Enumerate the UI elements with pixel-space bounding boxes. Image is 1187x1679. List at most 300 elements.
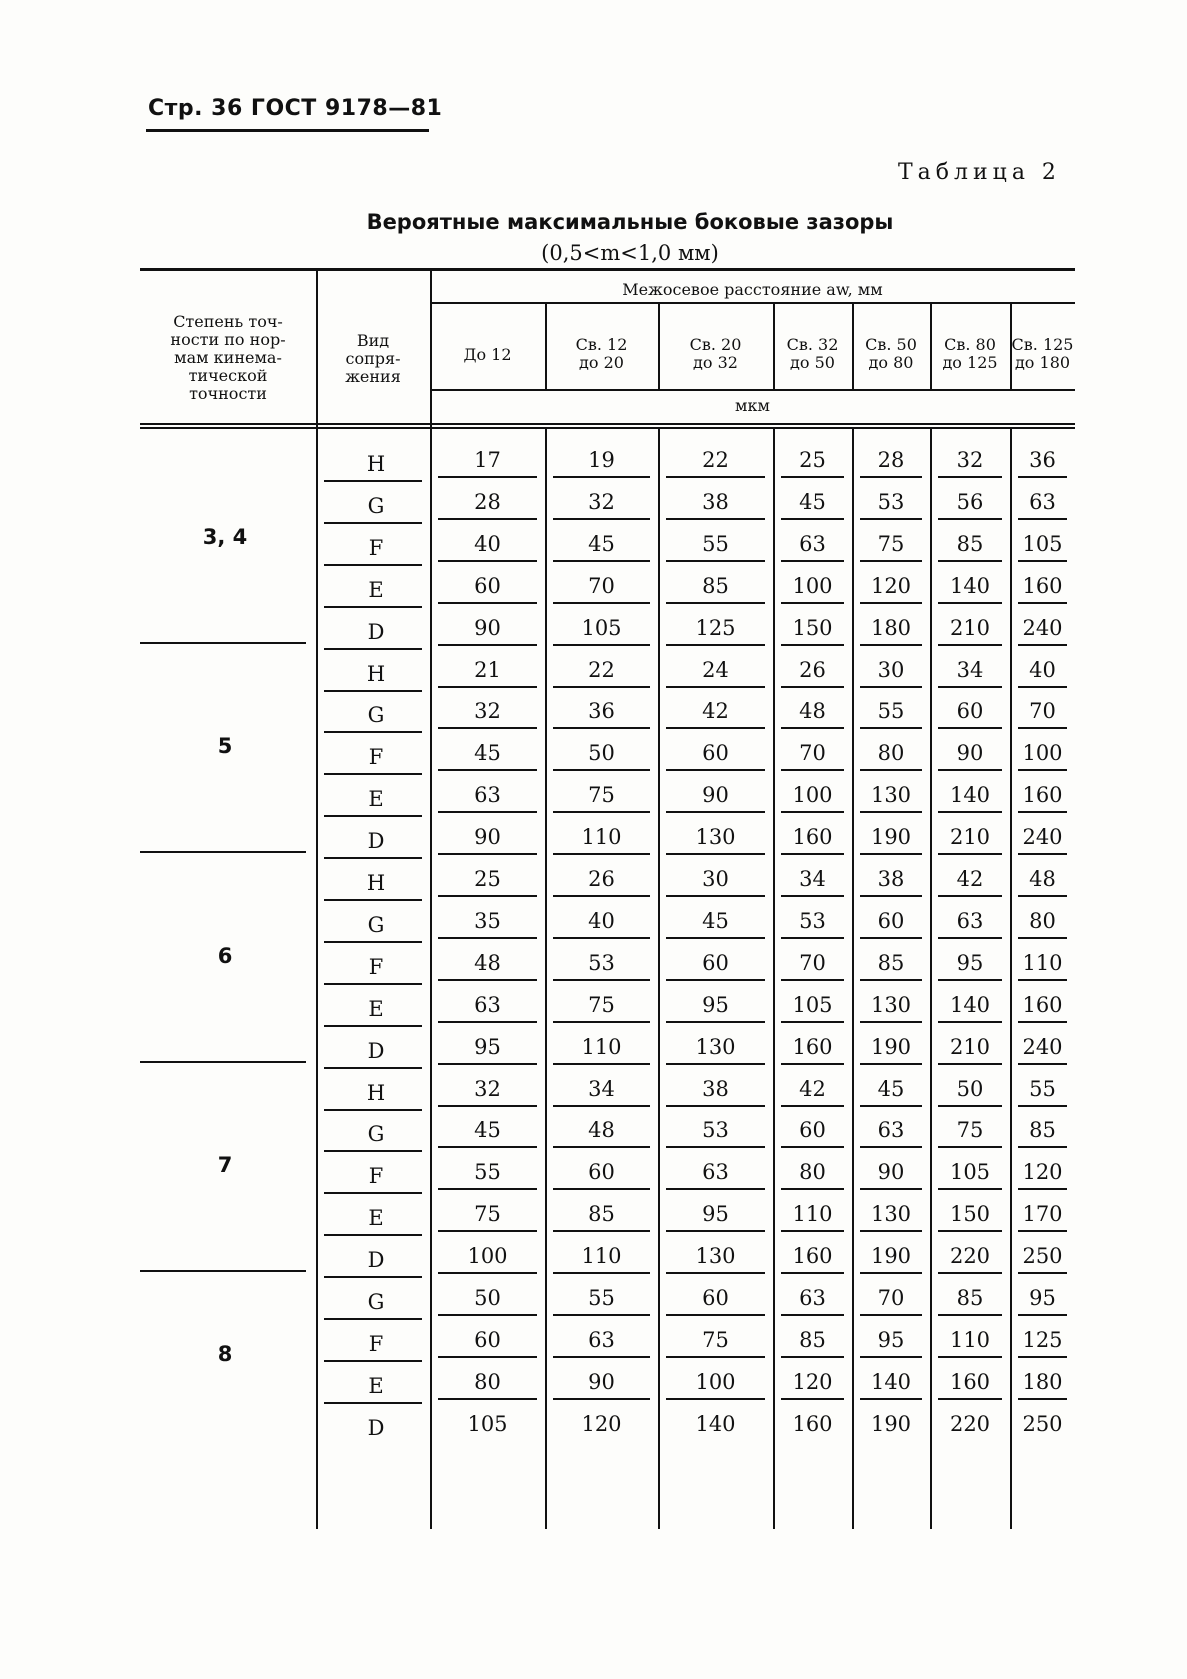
grade-header-line: ности по нор-: [170, 330, 286, 349]
value-underline: [1018, 1188, 1067, 1190]
accuracy-grade: 5: [217, 734, 233, 759]
value-cell: 95: [1029, 1286, 1056, 1310]
accuracy-grade: 7: [217, 1153, 233, 1178]
value-underline: [438, 1188, 537, 1190]
value-cell: 25: [799, 448, 826, 472]
value-underline: [1018, 1314, 1067, 1316]
mate-type: F: [368, 954, 384, 979]
value-cell: 53: [702, 1118, 729, 1143]
value-underline: [438, 518, 537, 520]
value-underline: [666, 1063, 765, 1065]
value-underline: [1018, 895, 1067, 897]
mate-header-line: сопря-: [345, 349, 401, 368]
value-cell: 190: [870, 1244, 912, 1269]
grade-separator: [140, 851, 306, 853]
value-underline: [938, 1146, 1002, 1148]
value-cell: 50: [956, 1076, 984, 1101]
value-underline: [938, 1272, 1002, 1274]
row-underline: [324, 1109, 422, 1111]
row-underline: [324, 899, 422, 901]
value-underline: [1018, 1146, 1067, 1148]
value-cell: 160: [792, 1034, 833, 1059]
table-title: Вероятные максимальные боковые зазоры: [366, 210, 894, 234]
value-cell: 22: [588, 657, 615, 682]
value-underline: [666, 1314, 765, 1316]
accuracy-grade: 6: [217, 943, 233, 968]
distance-column-header: до 32: [693, 353, 738, 372]
mate-header-line: жения: [345, 367, 401, 386]
table-top-rule: [140, 268, 1075, 271]
value-underline: [781, 1356, 844, 1358]
value-cell: 105: [467, 1411, 508, 1436]
value-cell: 28: [877, 448, 905, 472]
value-underline: [553, 1398, 650, 1400]
row-underline: [324, 1234, 422, 1236]
value-underline: [438, 1063, 537, 1065]
value-cell: 55: [474, 1160, 501, 1185]
value-cell: 60: [702, 1286, 729, 1310]
value-underline: [666, 1021, 765, 1023]
value-underline: [860, 937, 922, 939]
value-underline: [438, 1398, 537, 1400]
value-cell: 45: [474, 1118, 501, 1143]
value-underline: [1018, 1230, 1067, 1232]
value-underline: [781, 895, 844, 897]
value-cell: 90: [877, 1160, 905, 1185]
value-cell: 60: [588, 1160, 615, 1185]
value-cell: 55: [702, 531, 729, 556]
value-underline: [438, 1021, 537, 1023]
value-underline: [938, 727, 1002, 729]
value-underline: [860, 895, 922, 897]
value-underline: [1018, 979, 1067, 981]
mate-type: D: [367, 829, 385, 854]
value-cell: 63: [588, 1327, 615, 1352]
distance-column-header: до 125: [942, 353, 998, 372]
value-cell: 45: [799, 489, 826, 514]
row-underline: [324, 522, 422, 524]
value-cell: 60: [799, 1118, 826, 1143]
value-cell: 34: [588, 1076, 615, 1101]
value-cell: 38: [702, 489, 729, 514]
value-underline: [666, 895, 765, 897]
grade-header-line: точности: [189, 384, 267, 403]
mate-type: E: [368, 1373, 384, 1398]
value-cell: 50: [474, 1286, 501, 1310]
value-cell: 100: [792, 783, 833, 808]
distance-column-header: Св. 12: [575, 335, 628, 354]
mate-type: E: [368, 996, 384, 1021]
value-underline: [781, 1105, 844, 1107]
value-underline: [781, 1398, 844, 1400]
distance-column-header: до 20: [579, 353, 624, 372]
value-underline: [938, 1398, 1002, 1400]
value-underline: [1018, 1105, 1067, 1107]
value-cell: 130: [870, 1202, 912, 1227]
value-cell: 60: [956, 699, 984, 724]
value-cell: 140: [949, 992, 991, 1017]
value-cell: 42: [799, 1076, 826, 1101]
value-underline: [438, 1272, 537, 1274]
value-underline: [438, 1105, 537, 1107]
value-cell: 240: [1022, 825, 1063, 850]
value-cell: 90: [474, 615, 501, 640]
value-underline: [938, 937, 1002, 939]
value-underline: [1018, 518, 1067, 520]
value-cell: 21: [474, 657, 501, 682]
vline-body-4: [658, 428, 660, 1529]
value-underline: [938, 1356, 1002, 1358]
value-cell: 70: [799, 950, 826, 975]
value-cell: 60: [702, 950, 729, 975]
value-underline: [781, 853, 844, 855]
value-cell: 85: [799, 1327, 826, 1352]
value-cell: 70: [1029, 699, 1056, 724]
value-underline: [938, 1063, 1002, 1065]
grade-separator: [140, 642, 306, 644]
value-underline: [1018, 1021, 1067, 1023]
value-underline: [666, 686, 765, 688]
value-underline: [438, 895, 537, 897]
value-underline: [938, 979, 1002, 981]
distance-column-header: Св. 50: [865, 335, 917, 354]
value-underline: [666, 1272, 765, 1274]
value-underline: [553, 853, 650, 855]
value-cell: 56: [956, 489, 984, 514]
row-underline: [324, 648, 422, 650]
value-cell: 140: [949, 783, 991, 808]
value-underline: [438, 1314, 537, 1316]
value-cell: 90: [588, 1369, 615, 1394]
value-cell: 75: [877, 531, 905, 556]
value-cell: 75: [956, 1118, 984, 1143]
value-cell: 90: [956, 741, 984, 766]
value-cell: 30: [877, 657, 905, 682]
grade-separator: [140, 1061, 306, 1063]
value-cell: 53: [799, 908, 826, 933]
value-cell: 42: [702, 699, 729, 724]
value-underline: [438, 644, 537, 646]
value-underline: [1018, 644, 1067, 646]
value-cell: 160: [1022, 573, 1063, 598]
value-cell: 150: [792, 615, 833, 640]
mate-type: G: [367, 1122, 385, 1147]
value-cell: 70: [799, 741, 826, 766]
value-cell: 38: [877, 867, 905, 891]
distance-column-header: Св. 125: [1011, 335, 1074, 354]
row-underline: [324, 564, 422, 566]
value-cell: 150: [949, 1202, 991, 1227]
mate-type: F: [368, 535, 384, 560]
value-cell: 105: [949, 1160, 991, 1185]
value-cell: 24: [702, 657, 729, 682]
value-cell: 48: [474, 950, 501, 975]
accuracy-grade: 8: [217, 1341, 233, 1366]
value-underline: [1018, 1398, 1067, 1400]
value-underline: [860, 1398, 922, 1400]
value-underline: [938, 769, 1002, 771]
value-underline: [860, 1188, 922, 1190]
value-cell: 26: [588, 867, 615, 891]
value-underline: [1018, 937, 1067, 939]
value-underline: [781, 769, 844, 771]
value-cell: 34: [956, 657, 984, 682]
value-cell: 34: [799, 867, 826, 891]
row-underline: [324, 815, 422, 817]
value-underline: [938, 1314, 1002, 1316]
value-underline: [1018, 853, 1067, 855]
value-cell: 36: [1029, 448, 1056, 472]
value-cell: 63: [1029, 489, 1056, 514]
value-cell: 55: [877, 699, 905, 724]
value-cell: 35: [474, 908, 501, 933]
value-cell: 190: [870, 1034, 912, 1059]
value-cell: 90: [474, 825, 501, 850]
value-cell: 250: [1022, 1244, 1063, 1269]
value-cell: 32: [474, 699, 501, 724]
value-underline: [666, 937, 765, 939]
value-underline: [860, 1021, 922, 1023]
value-cell: 17: [474, 448, 501, 472]
value-cell: 130: [870, 992, 912, 1017]
distance-column-header: до 180: [1014, 353, 1071, 372]
value-underline: [938, 895, 1002, 897]
value-cell: 160: [792, 1244, 833, 1269]
value-cell: 250: [1022, 1411, 1063, 1436]
row-underline: [324, 1360, 422, 1362]
value-underline: [666, 1230, 765, 1232]
value-underline: [860, 560, 922, 562]
value-underline: [860, 686, 922, 688]
value-cell: 95: [877, 1327, 905, 1352]
value-cell: 180: [1022, 1369, 1063, 1394]
value-underline: [666, 560, 765, 562]
value-cell: 110: [949, 1327, 991, 1352]
value-cell: 190: [870, 1411, 912, 1436]
value-cell: 130: [695, 1034, 736, 1059]
value-underline: [781, 602, 844, 604]
value-underline: [438, 1356, 537, 1358]
row-underline: [324, 1276, 422, 1278]
value-cell: 40: [588, 908, 615, 933]
row-underline: [324, 606, 422, 608]
row-underline: [324, 1318, 422, 1320]
value-underline: [860, 1314, 922, 1316]
value-cell: 60: [474, 1327, 501, 1352]
value-cell: 28: [474, 489, 501, 514]
value-cell: 125: [695, 615, 736, 640]
value-underline: [938, 518, 1002, 520]
value-underline: [438, 769, 537, 771]
value-cell: 80: [474, 1369, 501, 1394]
value-underline: [553, 644, 650, 646]
unit-rule: [430, 389, 1075, 391]
value-underline: [860, 1272, 922, 1274]
value-underline: [553, 1230, 650, 1232]
value-underline: [938, 560, 1002, 562]
value-underline: [938, 602, 1002, 604]
value-underline: [666, 518, 765, 520]
value-underline: [438, 937, 537, 939]
value-cell: 50: [588, 741, 615, 766]
value-underline: [666, 1356, 765, 1358]
value-underline: [781, 476, 844, 478]
value-underline: [666, 1398, 765, 1400]
value-cell: 120: [581, 1411, 622, 1436]
value-underline: [553, 727, 650, 729]
value-cell: 45: [474, 741, 501, 766]
value-cell: 45: [588, 531, 615, 556]
value-cell: 120: [1022, 1160, 1063, 1185]
mate-type: H: [366, 871, 386, 895]
mate-type: F: [368, 1164, 384, 1189]
mate-type: H: [366, 452, 386, 476]
value-cell: 80: [877, 741, 905, 766]
value-cell: 63: [877, 1118, 905, 1143]
distance-column-header: Св. 80: [944, 335, 996, 354]
value-underline: [666, 727, 765, 729]
value-underline: [1018, 1272, 1067, 1274]
value-underline: [553, 518, 650, 520]
value-underline: [938, 1105, 1002, 1107]
value-cell: 55: [588, 1286, 615, 1310]
value-cell: 85: [956, 531, 984, 556]
vline-grade: [316, 270, 318, 1529]
accuracy-grade: 3, 4: [202, 524, 248, 549]
value-underline: [553, 1063, 650, 1065]
value-underline: [860, 727, 922, 729]
row-underline: [324, 690, 422, 692]
value-underline: [781, 937, 844, 939]
value-underline: [860, 1146, 922, 1148]
value-cell: 170: [1022, 1202, 1063, 1227]
value-cell: 240: [1022, 1034, 1063, 1059]
value-underline: [553, 560, 650, 562]
value-cell: 60: [702, 741, 729, 766]
row-underline: [324, 773, 422, 775]
value-underline: [438, 602, 537, 604]
unit-label: мкм: [735, 396, 770, 415]
vline-body-3: [545, 428, 547, 1529]
value-underline: [1018, 1356, 1067, 1358]
value-underline: [438, 476, 537, 478]
value-underline: [860, 1356, 922, 1358]
value-cell: 125: [1022, 1327, 1063, 1352]
value-underline: [860, 602, 922, 604]
value-cell: 40: [474, 531, 501, 556]
value-cell: 110: [581, 1244, 622, 1269]
grade-header-line: тической: [188, 366, 268, 385]
distance-column-header: до 80: [868, 353, 914, 372]
value-cell: 25: [474, 867, 501, 891]
value-cell: 63: [474, 992, 501, 1017]
row-underline: [324, 731, 422, 733]
mate-type: G: [367, 1290, 385, 1314]
value-underline: [666, 602, 765, 604]
value-cell: 75: [588, 992, 615, 1017]
value-underline: [860, 1230, 922, 1232]
grade-header-line: мам кинема-: [174, 348, 282, 367]
value-underline: [938, 853, 1002, 855]
value-underline: [781, 1146, 844, 1148]
page-header: Стр. 36 ГОСТ 9178—81: [148, 96, 443, 121]
value-underline: [666, 476, 765, 478]
value-cell: 22: [702, 448, 729, 472]
value-cell: 48: [588, 1118, 615, 1143]
value-underline: [938, 644, 1002, 646]
value-cell: 100: [695, 1369, 736, 1394]
value-cell: 42: [956, 867, 984, 891]
value-underline: [938, 1188, 1002, 1190]
value-cell: 85: [702, 573, 729, 598]
value-cell: 110: [1022, 950, 1063, 975]
value-underline: [666, 769, 765, 771]
value-cell: 63: [956, 908, 984, 933]
value-cell: 160: [1022, 992, 1063, 1017]
value-cell: 53: [877, 489, 905, 514]
value-underline: [938, 811, 1002, 813]
value-underline: [938, 686, 1002, 688]
value-cell: 85: [956, 1286, 984, 1310]
value-underline: [553, 1314, 650, 1316]
grade-header-line: Степень точ-: [173, 312, 283, 331]
value-underline: [553, 1272, 650, 1274]
value-cell: 105: [581, 615, 622, 640]
value-cell: 110: [581, 825, 622, 850]
value-underline: [781, 811, 844, 813]
value-cell: 45: [877, 1076, 905, 1101]
value-cell: 140: [695, 1411, 736, 1436]
value-cell: 38: [702, 1076, 729, 1101]
mate-type: H: [366, 661, 386, 686]
distance-column-header: до 50: [790, 353, 835, 372]
group-header-rule: [430, 302, 1075, 304]
value-cell: 63: [702, 1160, 729, 1185]
mate-type: G: [367, 703, 385, 728]
row-underline: [324, 983, 422, 985]
value-underline: [666, 644, 765, 646]
mate-type: E: [368, 1206, 384, 1231]
value-underline: [553, 1356, 650, 1358]
value-underline: [860, 644, 922, 646]
value-cell: 95: [474, 1034, 501, 1059]
value-cell: 110: [792, 1202, 833, 1227]
value-underline: [860, 853, 922, 855]
value-cell: 75: [702, 1327, 729, 1352]
value-cell: 32: [956, 448, 984, 472]
mate-type: D: [367, 619, 385, 644]
value-cell: 100: [1022, 741, 1063, 766]
value-cell: 55: [1029, 1076, 1056, 1101]
value-underline: [860, 1105, 922, 1107]
mate-type: F: [368, 745, 384, 770]
value-underline: [1018, 811, 1067, 813]
value-underline: [553, 769, 650, 771]
value-underline: [666, 979, 765, 981]
mate-header-line: Вид: [356, 331, 390, 350]
value-cell: 85: [877, 950, 905, 975]
mate-type: G: [367, 493, 385, 518]
value-underline: [666, 853, 765, 855]
value-cell: 19: [588, 448, 615, 472]
row-underline: [324, 857, 422, 859]
value-cell: 100: [792, 573, 833, 598]
value-cell: 80: [799, 1160, 826, 1185]
value-cell: 26: [799, 657, 826, 682]
value-cell: 130: [695, 825, 736, 850]
value-cell: 30: [702, 867, 729, 891]
value-underline: [781, 1188, 844, 1190]
